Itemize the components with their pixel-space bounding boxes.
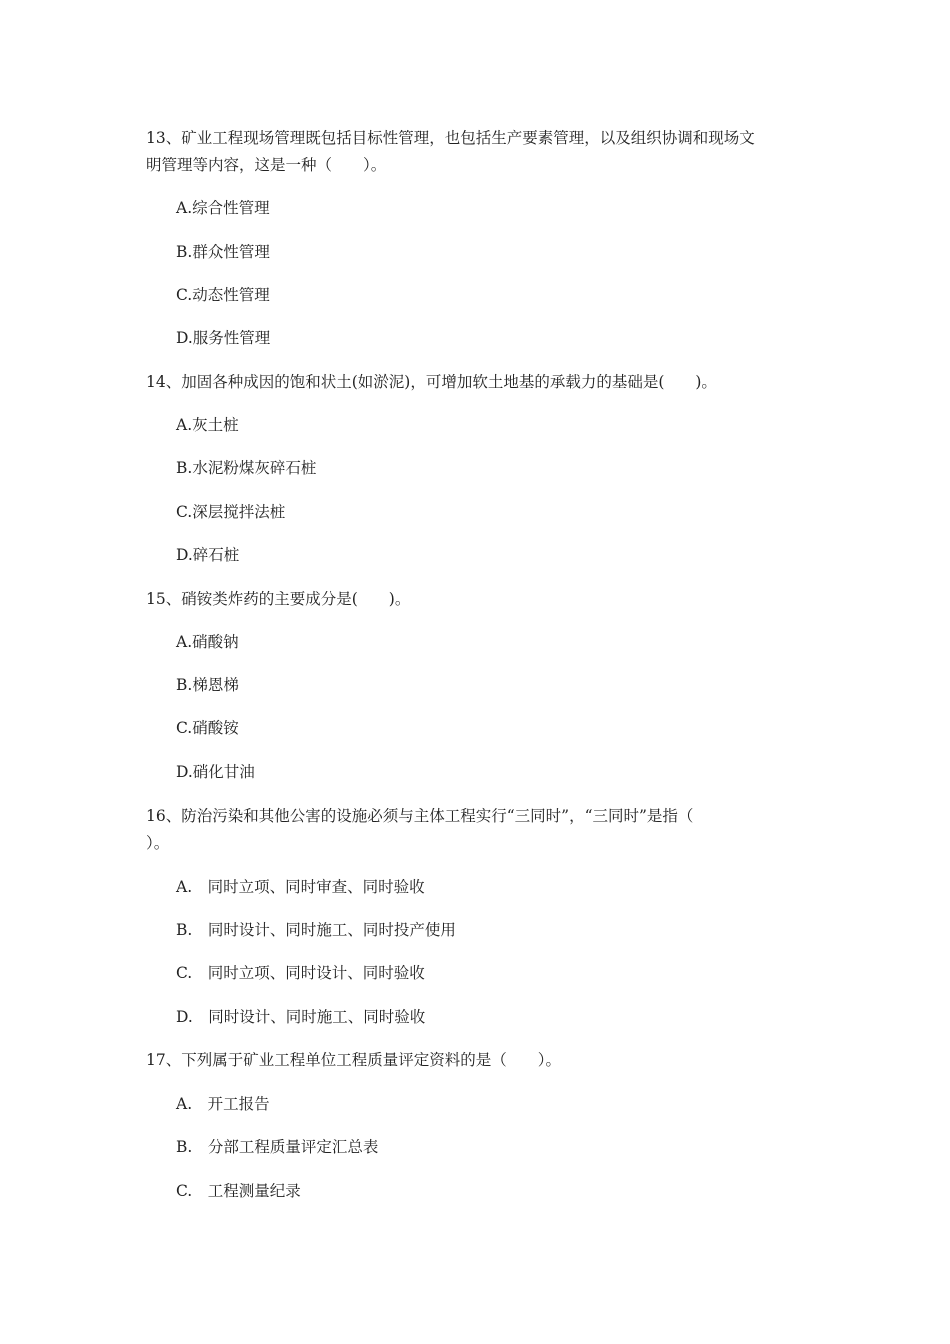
question-17-option-a: A. 开工报告 — [176, 1095, 270, 1113]
question-15-option-a: A.硝酸钠 — [176, 633, 239, 651]
question-15-option-c: C.硝酸铵 — [176, 719, 239, 737]
question-15-option-d: D.硝化甘油 — [176, 763, 255, 781]
question-13-option-b: B.群众性管理 — [176, 243, 270, 261]
question-14-option-c: C.深层搅拌法桩 — [176, 503, 286, 521]
question-16-option-c: C. 同时立项、同时设计、同时验收 — [176, 964, 425, 982]
question-16-stem-line-1: 16、防治污染和其他公害的设施必须与主体工程实行“三同时”，“三同时”是指（ — [146, 807, 694, 825]
question-13-stem-line-2: 明管理等内容，这是一种（ ）。 — [146, 156, 387, 174]
question-13-option-d: D.服务性管理 — [176, 329, 271, 347]
question-16-option-a: A. 同时立项、同时审查、同时验收 — [176, 878, 425, 896]
question-15-option-b: B.梯恩梯 — [176, 676, 239, 694]
question-14-option-b: B.水泥粉煤灰碎石桩 — [176, 459, 317, 477]
question-16-option-d: D. 同时设计、同时施工、同时验收 — [176, 1008, 426, 1026]
question-17-option-b: B. 分部工程质量评定汇总表 — [176, 1138, 379, 1156]
question-16-option-b: B. 同时设计、同时施工、同时投产使用 — [176, 921, 456, 939]
question-15-stem: 15、硝铵类炸药的主要成分是( )。 — [146, 590, 411, 608]
question-17-stem: 17、下列属于矿业工程单位工程质量评定资料的是（ ）。 — [146, 1051, 561, 1069]
question-14-option-d: D.碎石桩 — [176, 546, 240, 564]
question-13-stem-line-1: 13、矿业工程现场管理既包括目标性管理，也包括生产要素管理，以及组织协调和现场文 — [146, 129, 755, 147]
question-14-stem: 14、加固各种成因的饱和状土(如淤泥)，可增加软土地基的承载力的基础是( )。 — [146, 373, 717, 391]
question-17-option-c: C. 工程测量纪录 — [176, 1182, 301, 1200]
question-14-option-a: A.灰土桩 — [176, 416, 239, 434]
question-13-option-a: A.综合性管理 — [176, 199, 270, 217]
question-13-option-c: C.动态性管理 — [176, 286, 270, 304]
question-16-stem-line-2: ）。 — [146, 834, 170, 852]
